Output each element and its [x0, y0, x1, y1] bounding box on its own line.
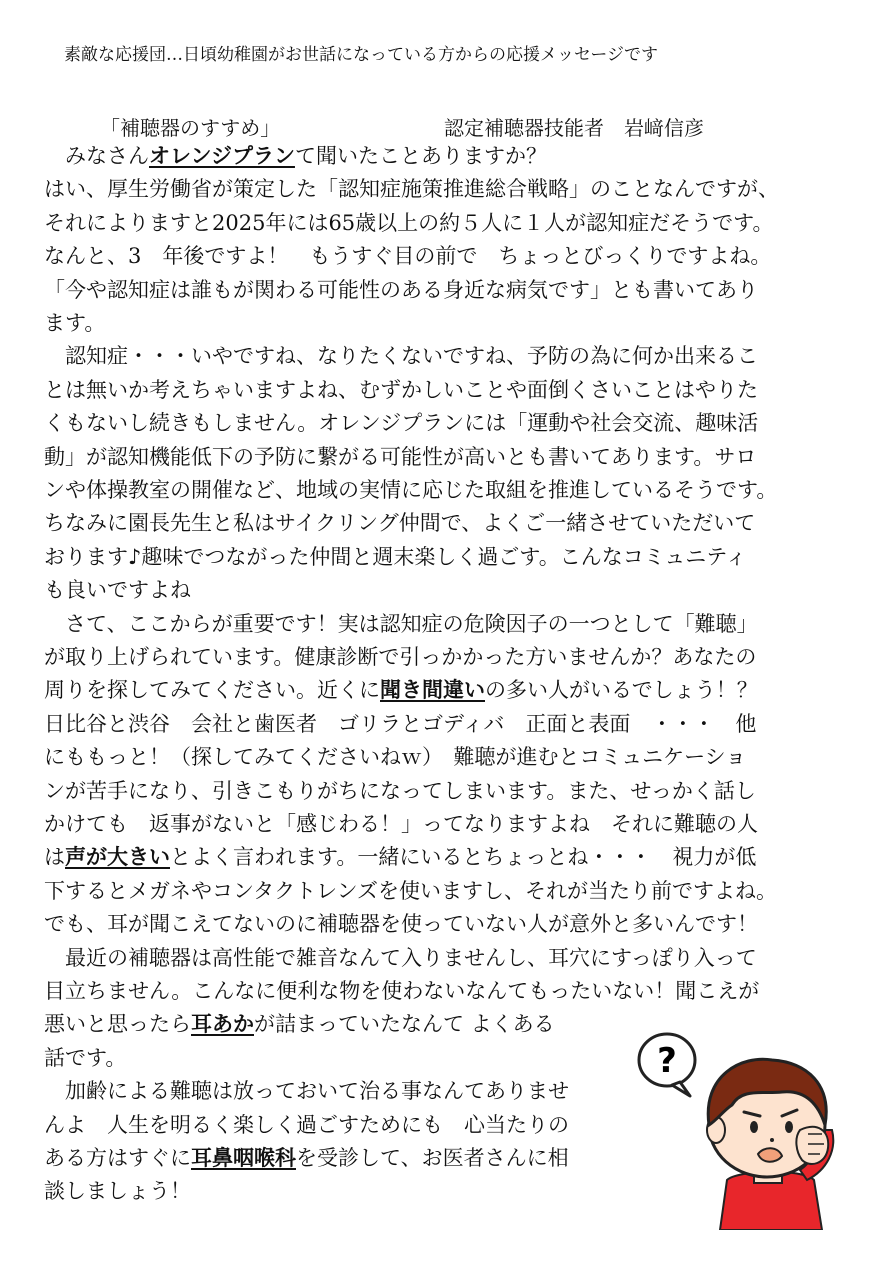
text-line: [44, 508, 755, 538]
text-segment: おります♪趣味でつながった仲間と週末楽しく過ごす。こんなコミュニティ: [44, 544, 747, 569]
text-segment: にももっと！（探してみてくださいねｗ） 難聴が進むとコミュニケーショ: [44, 745, 747, 770]
text-segment: はい、厚生労働省が策定した「認知症施策推進総合戦略」のことなんですが、: [44, 177, 779, 202]
article-author: 認定補聴器技能者 岩﨑信彦: [444, 116, 704, 140]
text-segment: ちなみに園長先生と私はサイクリング仲間で、よくご一緒させていただいて: [44, 511, 756, 536]
text-line: [44, 842, 756, 872]
emphasized-text: 耳あか: [191, 1011, 254, 1037]
text-segment: とは無いか考えちゃいますよね、むずかしいことや面倒くさいことはやりた: [44, 377, 758, 402]
text-segment: 悪いと思ったら: [44, 1012, 191, 1037]
text-line: [44, 475, 777, 505]
text-line: [44, 141, 547, 171]
text-line: [44, 442, 756, 472]
text-segment: 日比谷と渋谷 会社と歯医者 ゴリラとゴディバ 正面と表面 ・・・ 他: [44, 711, 757, 736]
text-segment: 目立ちません。こんなに便利な物を使わないなんてもったいない！聞こえが: [44, 979, 760, 1003]
text-segment: とよく言われます。一緒にいるとちょっとね・・・ 視力が低: [170, 845, 757, 870]
text-segment: くもないし続きもしません。オレンジプランには「運動や社会交流、趣味活: [44, 411, 759, 436]
text-segment: の多い人がいるでしょう！？: [485, 678, 758, 703]
text-line: [44, 742, 746, 772]
text-segment: なんと、3 年後ですよ！ もうすぐ目の前で ちょっとびっくりですよね。: [44, 244, 772, 269]
text-segment: さて、ここからが重要です！実は認知症の危険因子の一つとして「難聴」: [44, 611, 758, 636]
text-line: [44, 174, 779, 204]
text-segment: 加齢による難聴は放っておいて治る事なんてありませ: [44, 1079, 569, 1104]
text-line: [44, 1009, 555, 1039]
text-segment: 周りを探してみてください。近くに: [44, 678, 380, 703]
text-line: [44, 375, 758, 405]
text-segment: 最近の補聴器は高性能で雑音なんて入りませんし、耳穴にすっぽり入って: [44, 945, 757, 970]
text-line: [44, 1043, 126, 1073]
text-segment: ンが苦手になり、引きこもりがちになってしまいます。また、せっかく話し: [44, 778, 756, 803]
page-header: 素敵な応援団…日頃幼稚園がお世話になっている方からの応援メッセージです: [64, 45, 658, 65]
text-segment: かけても 返事がないと「感じわる！」ってなりますよね それに難聴の人: [44, 812, 758, 836]
text-segment: 談しましょう！: [44, 1179, 191, 1204]
text-line: [44, 976, 759, 1006]
article-title: 「補聴器のすすめ」: [100, 116, 281, 140]
text-segment: でも、耳が聞こえてないのに補聴器を使っていない人が意外と多いんです！: [44, 912, 758, 937]
text-line: [44, 1143, 569, 1173]
svg-text:?: ?: [657, 1041, 677, 1081]
text-segment: それによりますと2025年には65歳以上の約５人に１人が認知症だそうです。: [44, 210, 774, 235]
text-segment: んよ 人生を明るく楽しく過ごすためにも 心当たりの: [44, 1112, 569, 1137]
text-segment: みなさん: [44, 144, 149, 168]
text-segment: 下するとメガネやコンタクトレンズを使いますし、それが当たり前ですよね。: [44, 878, 778, 903]
text-line: [44, 943, 757, 973]
text-segment: ある方はすぐに: [44, 1146, 191, 1170]
text-line: [44, 1176, 191, 1206]
text-line: [44, 709, 756, 739]
emphasized-text: 声が大きい: [65, 844, 170, 870]
text-segment: も良いですよね: [44, 578, 191, 603]
text-line: [44, 408, 758, 438]
text-segment: 動」が認知機能低下の予防に繋がる可能性が高いとも書いてあります。サロ: [44, 444, 757, 469]
emphasized-text: 耳鼻咽喉科: [191, 1145, 296, 1170]
text-segment: て聞いたことありますか？: [294, 144, 547, 168]
text-line: [44, 341, 758, 371]
text-line: [44, 1076, 569, 1106]
text-line: [44, 909, 758, 939]
text-line: [44, 642, 756, 672]
text-segment: を受診して、お医者さんに相: [296, 1146, 569, 1170]
emphasized-text: 聞き間違い: [380, 677, 485, 703]
text-segment: 認知症・・・いやですね、なりたくないですね、予防の為に何か出来るこ: [44, 344, 758, 369]
text-line: [44, 575, 191, 605]
text-segment: が詰まっていたなんて よくある: [254, 1012, 555, 1037]
text-line: [44, 1110, 569, 1140]
question-bubble-icon: [639, 1034, 695, 1096]
text-segment: 話です。: [44, 1045, 127, 1070]
text-line: [44, 809, 758, 839]
text-line: [44, 241, 771, 271]
text-segment: ンや体操教室の開催など、地域の実情に応じた取組を推進しているそうです。: [44, 478, 778, 502]
text-segment: 「今や認知症は誰もが関わる可能性のある身近な病気です」とも書いてあり: [44, 277, 758, 302]
thinking-child-illustration: [632, 1030, 842, 1230]
text-line: [44, 275, 758, 305]
text-segment: は: [44, 845, 65, 870]
text-line: [44, 776, 756, 806]
emphasized-text: オレンジプラン: [149, 143, 295, 168]
text-line: [44, 542, 747, 572]
text-segment: が取り上げられています。健康診断で引っかかった方いませんか？あなたの: [44, 645, 757, 669]
text-line: [44, 308, 105, 338]
text-line: [44, 675, 758, 705]
text-line: [44, 876, 777, 906]
text-line: [44, 208, 773, 238]
text-segment: ます。: [44, 311, 106, 335]
text-line: [44, 609, 758, 639]
